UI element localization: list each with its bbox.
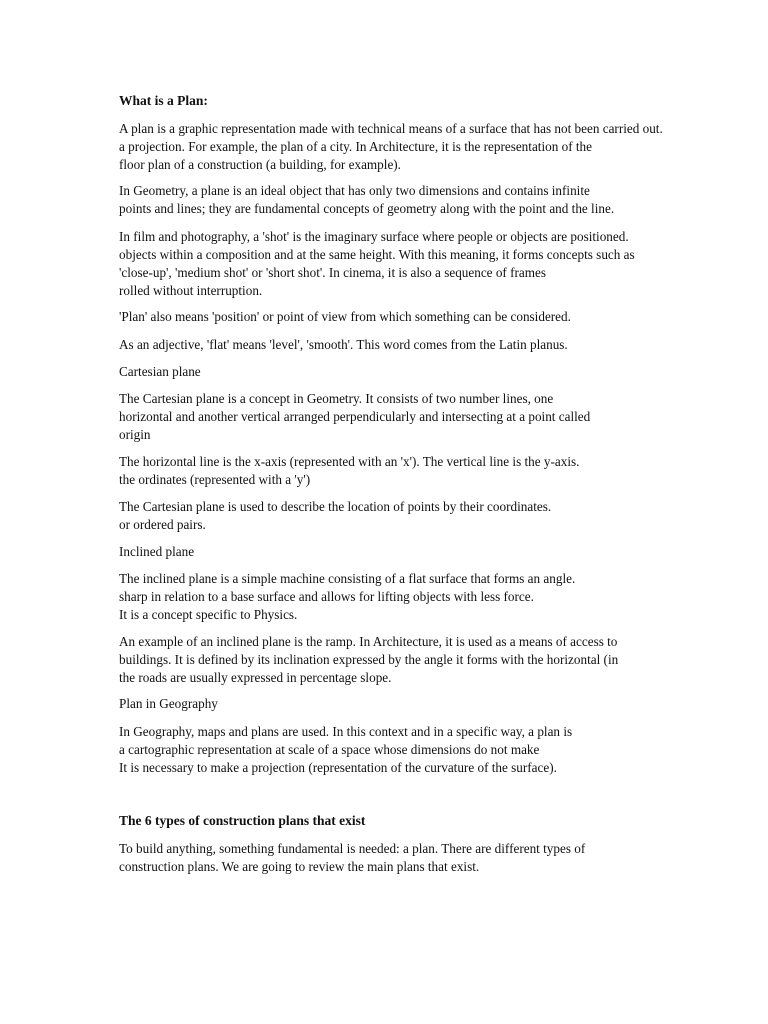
text-line: the ordinates (represented with a 'y') [119, 472, 311, 487]
paragraph-plan-definition [119, 120, 663, 174]
text-line: 'Plan' also means 'position' or point of view from which something can be considered. [119, 309, 571, 324]
paragraph-geometry-plane [119, 182, 614, 218]
paragraph-plan-position [119, 308, 571, 326]
text-line: The horizontal line is the x-axis (represented with an 'x'). The vertical line is the y-axis. [119, 454, 580, 469]
section-heading-construction-plans: The 6 types of construction plans that exist [119, 813, 366, 828]
text-line: sharp in relation to a base surface and allows for lifting objects with less force. [119, 589, 534, 604]
paragraph-axes [119, 453, 579, 489]
paragraph-ramp-example [119, 633, 618, 687]
text-line: In Geometry, a plane is an ideal object that has only two dimensions and contains infinite [119, 183, 590, 198]
text-line: rolled without interruption. [119, 283, 263, 298]
text-line: In Geography, maps and plans are used. In this context and in a specific way, a plan is [119, 724, 573, 739]
text-line: a cartographic representation at scale of a space whose dimensions do not make [119, 742, 540, 757]
text-line: buildings. It is defined by its inclination expressed by the angle it forms with the horizontal (in [119, 652, 619, 667]
subheading-plan-in-geography: Plan in Geography [119, 696, 218, 711]
text-line: The Cartesian plane is used to describe the location of points by their coordinates. [119, 499, 552, 514]
subheading-inclined-plane: Inclined plane [119, 544, 195, 559]
text-line: or ordered pairs. [119, 517, 206, 532]
text-line: a projection. For example, the plan of a city. In Architecture, it is the representation of the [119, 139, 592, 154]
text-line: It is necessary to make a projection (representation of the curvature of the surface). [119, 760, 557, 775]
text-line: construction plans. We are going to review the main plans that exist. [119, 859, 480, 874]
paragraph-inclined-definition [119, 570, 575, 624]
text-line: In film and photography, a 'shot' is the imaginary surface where people or objects are positioned. [119, 229, 629, 244]
text-line: objects within a composition and at the same height. With this meaning, it forms concepts such as [119, 247, 635, 262]
section-heading-what-is-a-plan: What is a Plan: [119, 93, 208, 108]
subheading-cartesian-plane: Cartesian plane [119, 364, 201, 379]
text-line: It is a concept specific to Physics. [119, 607, 298, 622]
paragraph-film-shot [119, 228, 635, 300]
text-line: 'close-up', 'medium shot' or 'short shot'. In cinema, it is also a sequence of frames [119, 265, 546, 280]
text-line: An example of an inclined plane is the ramp. In Architecture, it is used as a means of access to [119, 634, 618, 649]
text-line: To build anything, something fundamental is needed: a plan. There are different types of [119, 841, 586, 856]
paragraph-cartesian-definition [119, 390, 590, 444]
text-line: horizontal and another vertical arranged perpendicularly and intersecting at a point called [119, 409, 591, 424]
text-line: The inclined plane is a simple machine consisting of a flat surface that forms an angle. [119, 571, 576, 586]
paragraph-cartesian-usage [119, 498, 551, 534]
text-line: points and lines; they are fundamental concepts of geometry along with the point and the line. [119, 201, 615, 216]
paragraph-flat-adjective [119, 336, 568, 354]
paragraph-construction-intro [119, 840, 585, 876]
text-line: A plan is a graphic representation made with technical means of a surface that has not been carried out. [119, 121, 663, 136]
text-line: The Cartesian plane is a concept in Geometry. It consists of two number lines, one [119, 391, 554, 406]
paragraph-geography [119, 723, 572, 777]
text-line: As an adjective, 'flat' means 'level', 'smooth'. This word comes from the Latin planus. [119, 337, 568, 352]
text-line: floor plan of a construction (a building, for example). [119, 157, 401, 172]
text-line: the roads are usually expressed in percentage slope. [119, 670, 392, 685]
text-line: origin [119, 427, 151, 442]
